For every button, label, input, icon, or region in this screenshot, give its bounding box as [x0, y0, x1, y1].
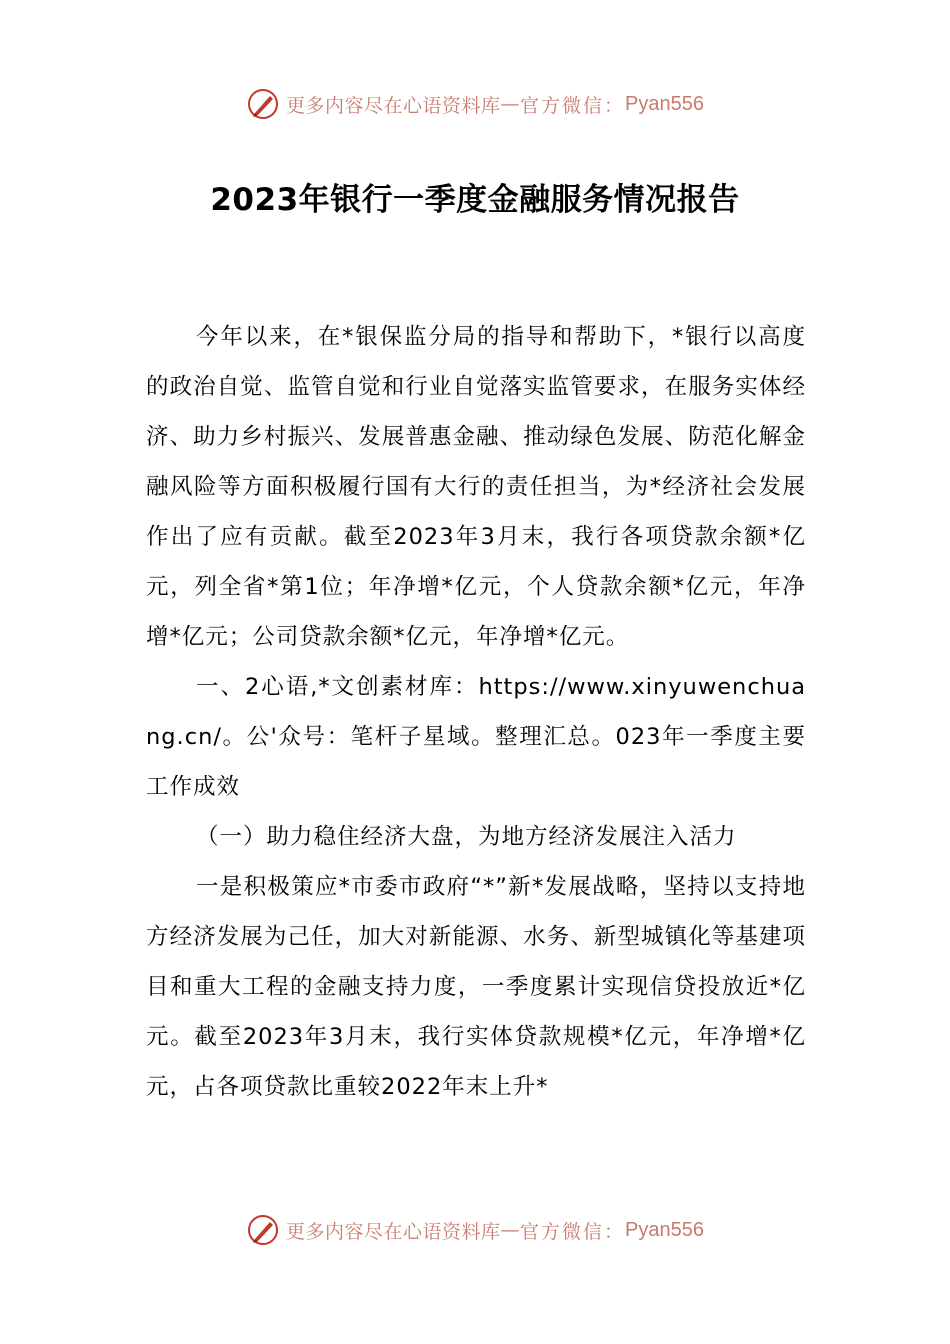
- footer-watermark: [0, 1210, 950, 1250]
- watermark-id: Pyan556: [625, 1218, 704, 1241]
- paragraph-body: 一是积极策应*市委市政府“*”新*发展战略，坚持以支持地方经济发展为己任，加大对新能源、水务、新型城镇化等基建项目和重大工程的金融支持力度，一季度累计实现信贷投放近*亿元。截至2023年3月末，我行实体贷款规模*亿元，年净增*亿元，占各项贷款比重较2022年末上升*: [146, 874, 806, 1100]
- watermark-id: Pyan556: [625, 92, 704, 115]
- paragraph-intro: 今年以来，在*银保监分局的指导和帮助下，*银行以高度的政治自觉、监管自觉和行业自觉落实监管要求，在服务实体经济、助力乡村振兴、发展普惠金融、推动绿色发展、防范化解金融风险等方面积极履行国有大行的责任担当，为*经济社会发展作出了应有贡献。截至2023年3月末，我行各项贷款余额*亿元，列全省*第1位；年净增*亿元，个人贷款余额*亿元，年净增*亿元；公司贷款余额*亿元，年净增*亿元。: [146, 324, 806, 650]
- paragraph-section-heading: 一、2心语,*文创素材库：https://www.xinyuwenchuang.cn/。公'众号：笔杆子星域。整理汇总。023年一季度主要工作成效: [146, 674, 806, 800]
- header-watermark: [0, 84, 950, 124]
- watermark-dash: —: [500, 1219, 521, 1241]
- document-body: [146, 312, 806, 1112]
- document-title: 2023年银行一季度金融服务情况报告: [210, 182, 740, 218]
- watermark-sub-text: 官方微信：: [520, 94, 626, 117]
- watermark-main-text: 更多内容尽在心语资料库: [286, 94, 501, 117]
- watermark-sub-text: 官方微信：: [520, 1220, 626, 1243]
- pen-logo-icon: [246, 87, 280, 121]
- watermark-dash: —: [500, 93, 521, 115]
- paragraph-subheading: （一）助力稳住经济大盘，为地方经济发展注入活力: [196, 824, 737, 850]
- pen-logo-icon: [246, 1213, 280, 1247]
- watermark-main-text: 更多内容尽在心语资料库: [286, 1220, 501, 1243]
